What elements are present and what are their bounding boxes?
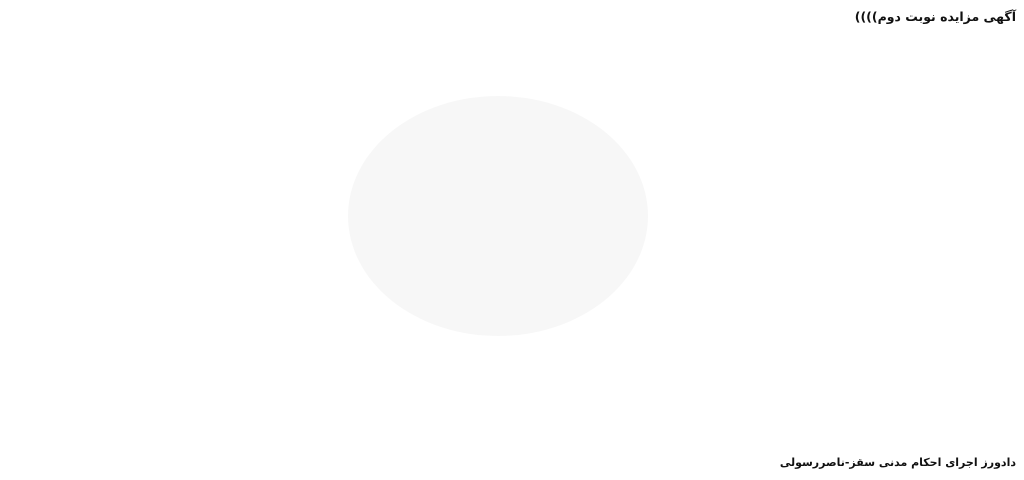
notice-property-description-block: [8, 90, 1016, 345]
notice-signature: دادورز اجرای احکام مدنی سقز-ناصررسولی: [779, 456, 1016, 469]
notice-heading: آگهی مزایده نوبت دوم)))): [854, 9, 1016, 24]
notice-auction-terms-block: [8, 361, 1016, 425]
notice-body: [8, 46, 1016, 441]
notice-intro-block: [8, 46, 1016, 74]
